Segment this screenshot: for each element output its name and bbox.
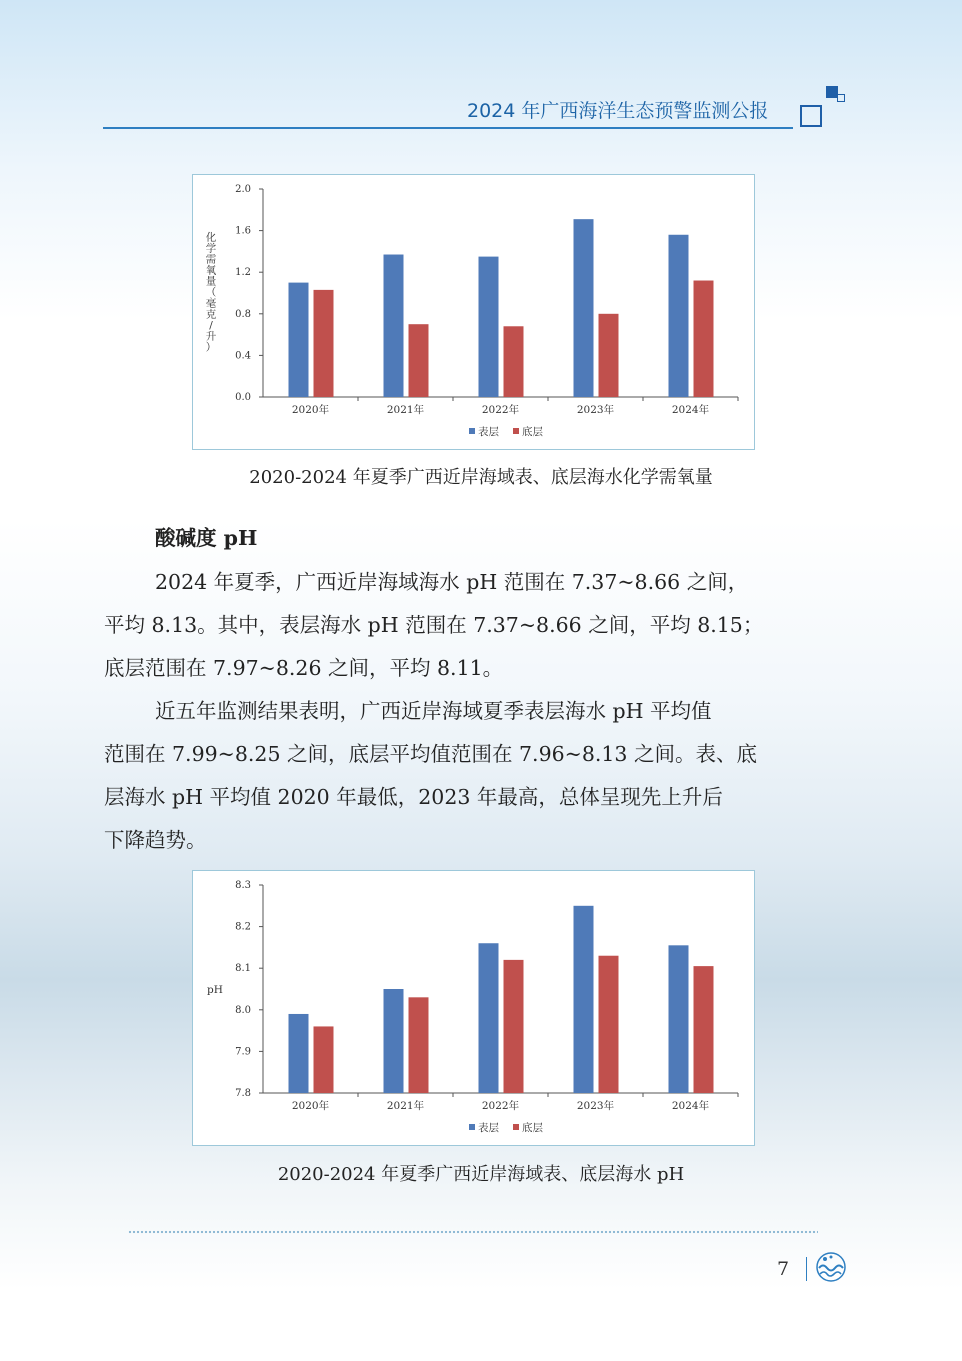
- bar-surface: [669, 945, 689, 1093]
- y-axis-label-char: 量: [205, 275, 217, 288]
- legend-swatch: [469, 1124, 475, 1130]
- bar-bottom: [314, 1026, 334, 1093]
- page-number: 7: [777, 1258, 790, 1280]
- bar-surface: [479, 943, 499, 1093]
- paragraph-line: 范围在 7.99~8.25 之间，底层平均值范围在 7.96~8.13 之间。表、底: [104, 742, 757, 766]
- legend-label: 表层: [478, 426, 499, 438]
- bar-surface: [384, 989, 404, 1093]
- y-tick-label: 8.2: [235, 921, 251, 933]
- x-tick-label: 2024年: [671, 1100, 710, 1112]
- cod-chart-caption: 2020-2024 年夏季广西近岸海域表、底层海水化学需氧量: [249, 467, 713, 488]
- bar-bottom: [409, 324, 429, 397]
- bar-surface: [289, 283, 309, 397]
- footer-dotted-divider: [128, 1230, 818, 1234]
- x-tick-label: 2022年: [481, 1100, 520, 1112]
- paragraph-line: 平均 8.13。其中，表层海水 pH 范围在 7.37~8.66 之间，平均 8.15；: [104, 613, 764, 637]
- x-tick-label: 2023年: [576, 404, 615, 416]
- ph-chart-panel: [192, 870, 755, 1146]
- paragraph-line: 2024 年夏季，广西近岸海域海水 pH 范围在 7.37~8.66 之间，: [155, 570, 749, 594]
- y-tick-label: 0.4: [235, 350, 251, 362]
- x-tick-label: 2021年: [386, 1100, 425, 1112]
- bar-bottom: [314, 290, 334, 397]
- y-axis-label-char: 化: [205, 231, 217, 244]
- y-axis-label-char: 毫: [205, 297, 217, 310]
- paragraph-line: 近五年监测结果表明，广西近岸海域夏季表层海水 pH 平均值: [155, 699, 712, 723]
- bar-bottom: [694, 281, 714, 397]
- bar-bottom: [409, 997, 429, 1093]
- y-axis-label-char: 需: [205, 253, 217, 266]
- ph-chart-caption: 2020-2024 年夏季广西近岸海域表、底层海水 pH: [277, 1164, 685, 1185]
- cod-chart-panel: [192, 174, 755, 450]
- paragraph-line: 底层范围在 7.97~8.26 之间，平均 8.11。: [104, 656, 504, 680]
- y-axis-label: pH: [207, 984, 223, 996]
- y-axis-label-char: （: [205, 286, 217, 299]
- header-square-icon: [800, 105, 822, 127]
- y-tick-label: 0.0: [235, 392, 251, 403]
- bar-bottom: [504, 960, 524, 1093]
- bar-bottom: [694, 966, 714, 1093]
- y-tick-label: 2.0: [235, 184, 251, 195]
- bar-surface: [479, 257, 499, 397]
- x-tick-label: 2022年: [481, 404, 520, 416]
- y-tick-label: 8.3: [235, 880, 251, 891]
- paragraph-line: 层海水 pH 平均值 2020 年最低，2023 年最高，总体呈现先上升后: [104, 785, 723, 809]
- legend-swatch: [513, 428, 519, 434]
- y-tick-label: 7.9: [235, 1046, 251, 1058]
- y-axis-label-char: 克: [205, 308, 217, 321]
- bar-bottom: [599, 956, 619, 1093]
- y-tick-label: 8.0: [235, 1004, 251, 1016]
- bar-bottom: [599, 314, 619, 397]
- bar-surface: [384, 255, 404, 397]
- page-header-title: 2024 年广西海洋生态预警监测公报: [467, 100, 769, 122]
- x-tick-label: 2020年: [291, 1100, 330, 1112]
- x-tick-label: 2023年: [576, 1100, 615, 1112]
- y-tick-label: 0.8: [235, 308, 251, 320]
- x-tick-label: 2021年: [386, 404, 425, 416]
- legend-label: 表层: [478, 1122, 499, 1134]
- bar-surface: [669, 235, 689, 397]
- page-number-divider: [806, 1257, 807, 1281]
- x-tick-label: 2020年: [291, 404, 330, 416]
- bar-surface: [574, 906, 594, 1093]
- bar-surface: [574, 219, 594, 397]
- y-tick-label: 7.8: [235, 1088, 251, 1099]
- header-divider: [103, 127, 793, 129]
- y-tick-label: 1.6: [235, 225, 251, 237]
- legend-swatch: [469, 428, 475, 434]
- ph-chart: [193, 871, 754, 1145]
- cod-chart: [193, 175, 754, 449]
- section-heading: 酸碱度 pH: [155, 526, 258, 550]
- wave-logo-icon: [814, 1250, 848, 1284]
- y-tick-label: 1.2: [235, 267, 251, 279]
- y-axis-label-char: ）: [205, 341, 217, 354]
- legend-label: 底层: [522, 1122, 543, 1134]
- bar-bottom: [504, 326, 524, 397]
- header-small-square-icon: [837, 94, 845, 102]
- y-tick-label: 8.1: [235, 963, 251, 975]
- legend-swatch: [513, 1124, 519, 1130]
- y-axis-label-char: 升: [205, 330, 217, 343]
- x-tick-label: 2024年: [671, 404, 710, 416]
- legend-label: 底层: [522, 426, 543, 438]
- y-axis-label-char: 学: [205, 242, 217, 255]
- bar-surface: [289, 1014, 309, 1093]
- y-axis-label-char: /: [209, 319, 213, 332]
- y-axis-label-char: 氧: [205, 264, 217, 277]
- paragraph-line: 下降趋势。: [104, 828, 207, 852]
